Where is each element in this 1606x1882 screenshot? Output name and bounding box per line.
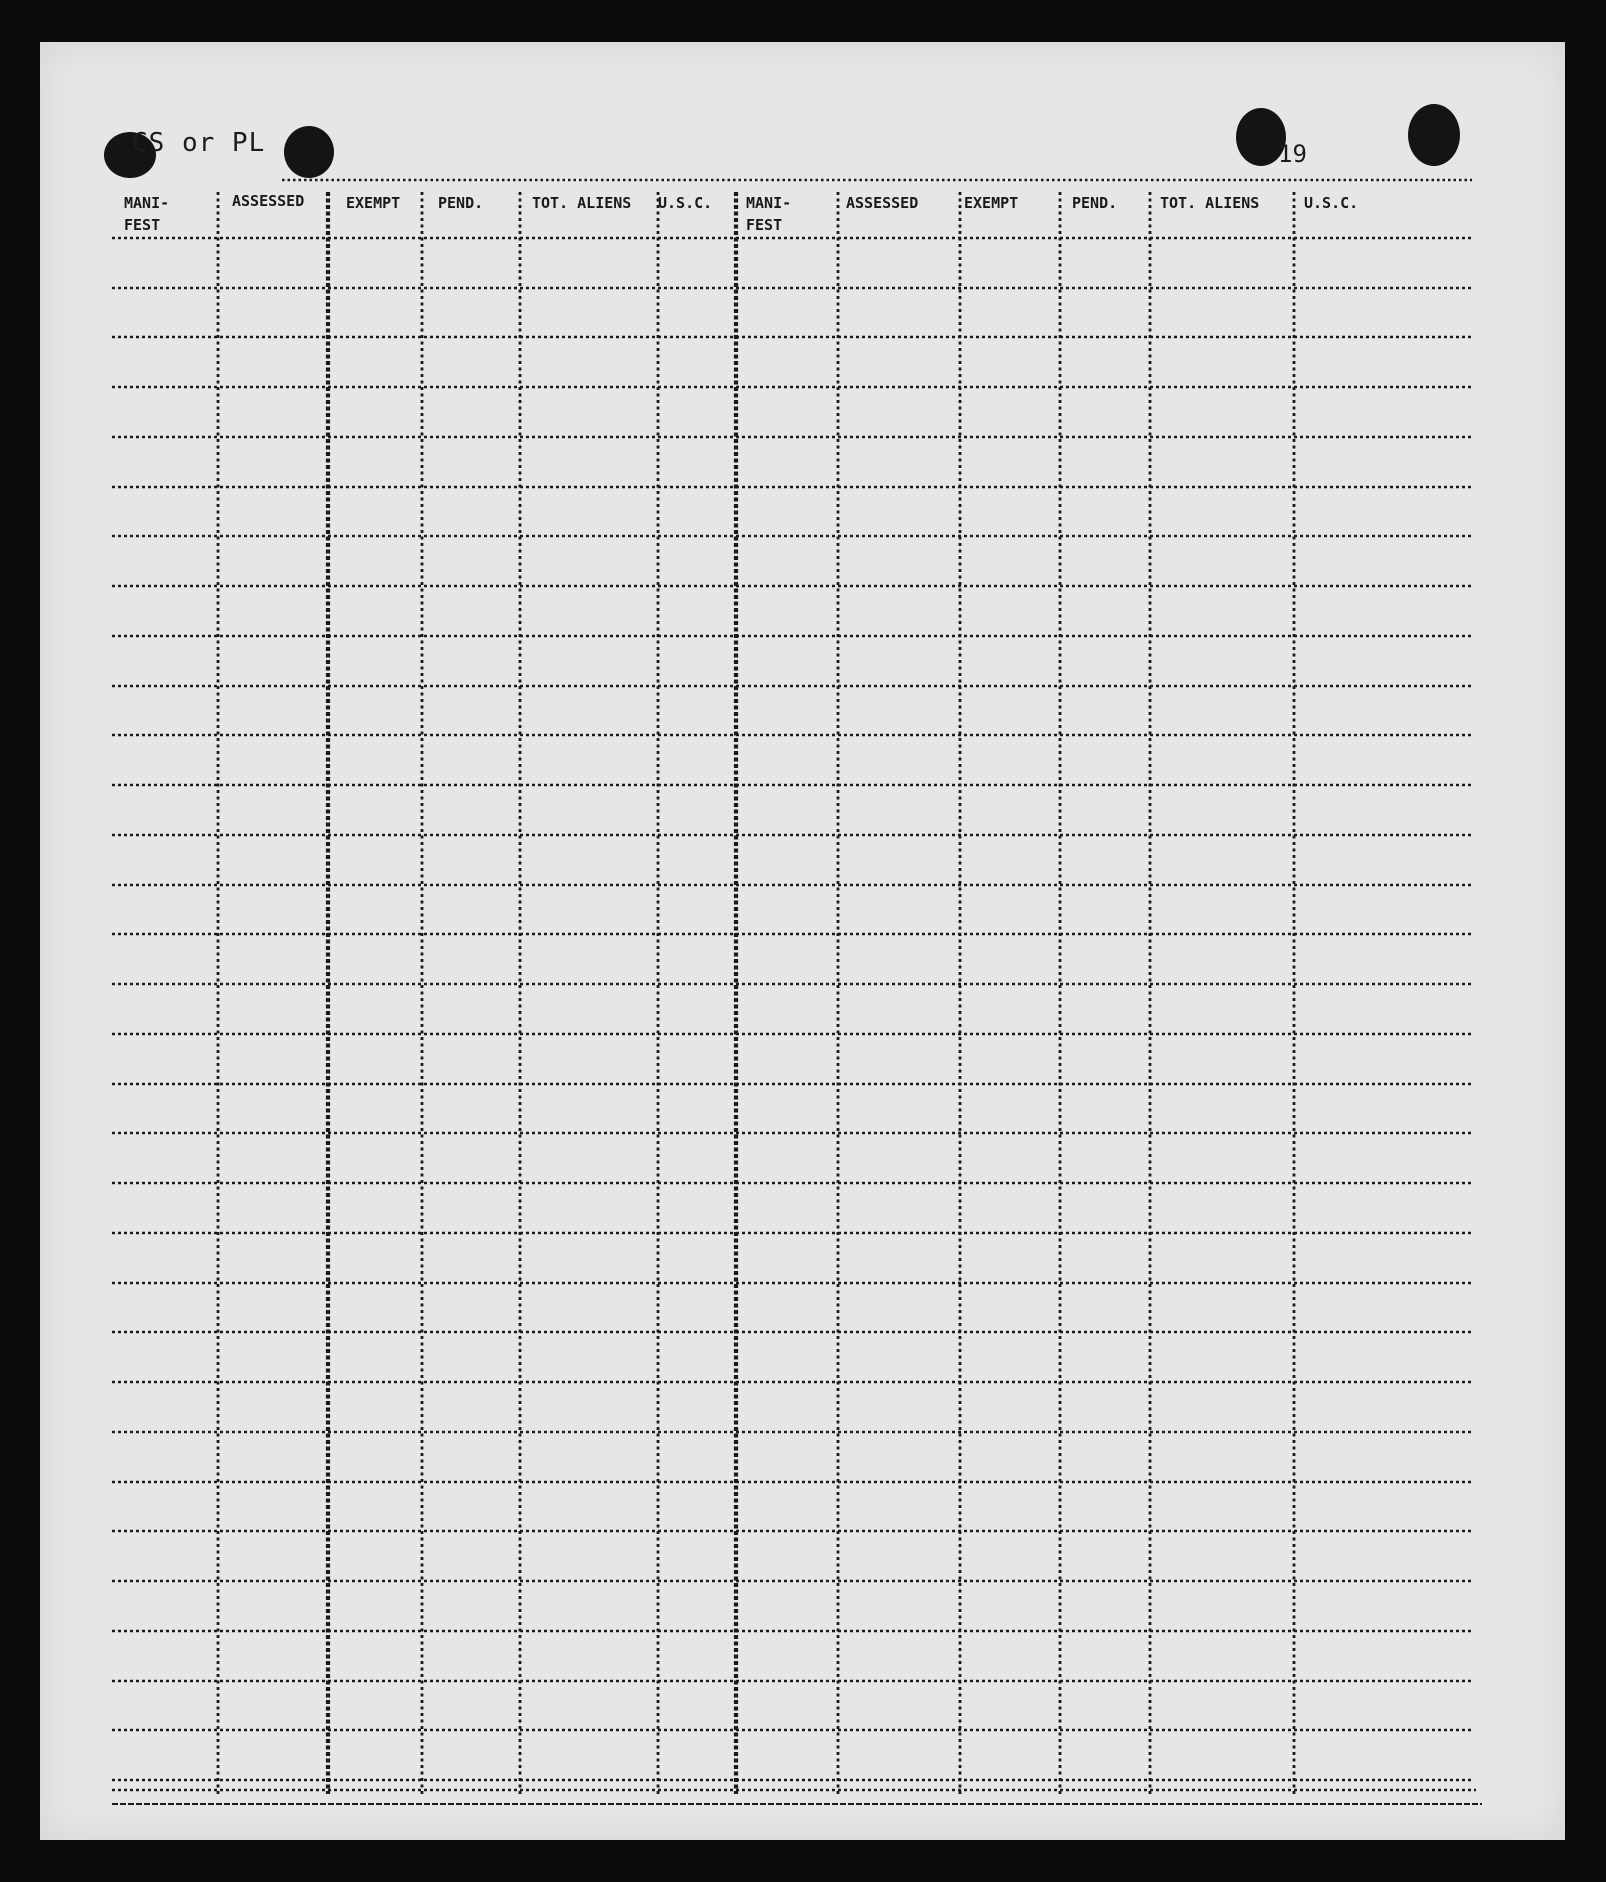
- col-header-pend-1: PEND.: [438, 194, 484, 212]
- col-header-exempt-2: EXEMPT: [964, 194, 1019, 212]
- port-label: CS or PL: [132, 128, 266, 158]
- col-header-usc-2: U.S.C.: [1304, 194, 1359, 212]
- year-label: 19: [1278, 140, 1307, 168]
- col-header-manifest-2: MANI- FEST: [746, 194, 792, 234]
- col-header-assessed-2: ASSESSED: [846, 194, 919, 212]
- col-header-assessed-1: ASSESSED: [232, 192, 305, 210]
- col-header-exempt-1: EXEMPT: [346, 194, 401, 212]
- col-header-usc-1: U.S.C.: [658, 194, 713, 212]
- ledger-grid: [40, 42, 1565, 1840]
- col-header-tot-aliens-2: TOT. ALIENS: [1160, 194, 1260, 212]
- col-header-manifest-1: MANI- FEST: [124, 194, 170, 234]
- col-header-tot-aliens-1: TOT. ALIENS: [532, 194, 632, 212]
- form-sheet: [40, 42, 1565, 1840]
- col-header-pend-2: PEND.: [1072, 194, 1118, 212]
